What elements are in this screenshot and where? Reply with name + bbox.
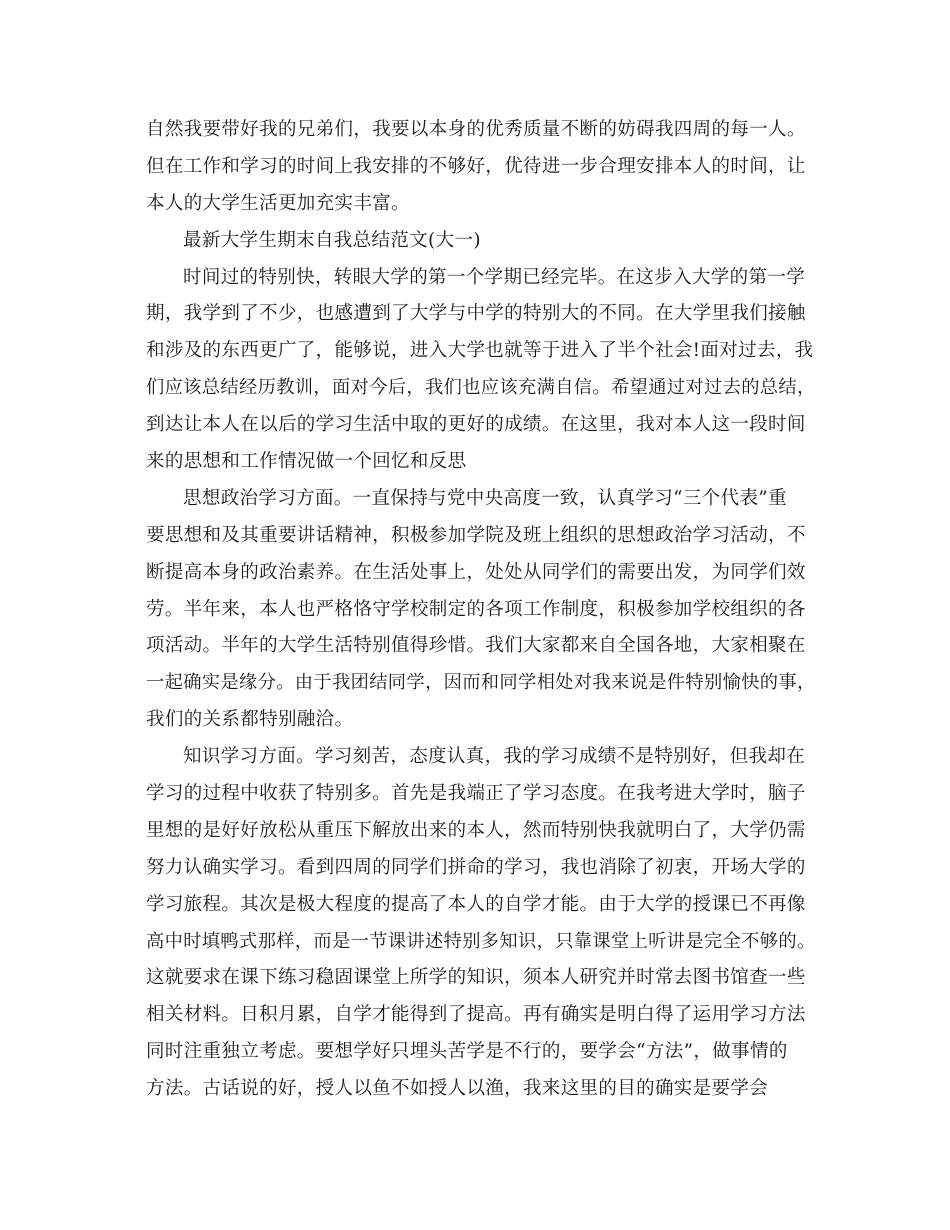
text-line: 努力认确实学习。看到四周的同学们拼命的学习，我也消除了初衷，开场大学的	[146, 856, 806, 878]
text-line: 同时注重独立考虑。要想学好只埋头苦学是不行的，要学会“方法”，做事情的	[146, 1041, 788, 1063]
text-line: 知识学习方面。学习刻苦，态度认真，我的学习成绩不是特别好，但我却在	[183, 746, 806, 768]
text-line: 里想的是好好放松从重压下解放出来的本人，然而特别快我就明白了，大学仍需	[146, 819, 806, 841]
text-line: 到达让本人在以后的学习生活中取的更好的成绩。在这里，我对本人这一段时间	[146, 414, 806, 436]
text-line: 来的思想和工作情况做一个回忆和反思	[146, 451, 467, 473]
text-line: 但在工作和学习的时间上我安排的不够好，优待进一步合理安排本人的时间，让	[146, 155, 806, 177]
text-line: 期，我学到了不少，也感遭到了大学与中学的特别大的不同。在大学里我们接触	[146, 303, 806, 325]
section-heading: 最新大学生期末自我总结范文(大一)	[183, 229, 481, 251]
text-line: 这就要求在课下练习稳固课堂上所学的知识，须本人研究并时常去图书馆查一些	[146, 967, 806, 989]
text-line: 项活动。半年的大学生活特别值得珍惜。我们大家都来自全国各地，大家相聚在	[146, 635, 806, 657]
text-line: 方法。古话说的好，授人以鱼不如授人以渔，我来这里的目的确实是要学会	[146, 1078, 769, 1100]
document-body	[146, 112, 816, 1108]
text-line: 我们的关系都特别融洽。	[146, 709, 354, 731]
text-line: 和涉及的东西更广了，能够说，进入大学也就等于进入了半个社会!面对过去，我	[146, 340, 814, 362]
text-line: 相关材料。日积月累，自学才能得到了提高。再有确实是明白得了运用学习方法	[146, 1004, 806, 1026]
text-line: 劳。半年来，本人也严格恪守学校制定的各项工作制度，积极参加学校组织的各	[146, 598, 806, 620]
text-line: 学习旅程。其次是极大程度的提高了本人的自学才能。由于大学的授课已不再像	[146, 893, 806, 915]
text-line: 本人的大学生活更加充实丰富。	[146, 192, 410, 214]
text-line: 高中时填鸭式那样，而是一节课讲述特别多知识，只靠课堂上听讲是完全不够的。	[146, 930, 816, 952]
text-line: 断提高本身的政治素养。在生活处事上，处处从同学们的需要出发，为同学们效	[146, 561, 806, 583]
text-line: 自然我要带好我的兄弟们，我要以本身的优秀质量不断的妨碍我四周的每一人。	[146, 119, 806, 140]
text-line: 们应该总结经历教训，面对今后，我们也应该充满自信。希望通过对过去的总结，	[146, 377, 816, 399]
text-line: 一起确实是缘分。由于我团结同学，因而和同学相处对我来说是件特别愉快的事，	[146, 672, 816, 694]
text-line: 时间过的特别快，转眼大学的第一个学期已经完毕。在这步入大学的第一学	[183, 266, 806, 288]
text-line: 学习的过程中收获了特别多。首先是我端正了学习态度。在我考进大学时，脑子	[146, 783, 806, 805]
text-line: 思想政治学习方面。一直保持与党中央高度一致，认真学习“三个代表”重	[183, 487, 787, 509]
text-line: 要思想和及其重要讲话精神，积极参加学院及班上组织的思想政治学习活动，不	[146, 524, 806, 546]
